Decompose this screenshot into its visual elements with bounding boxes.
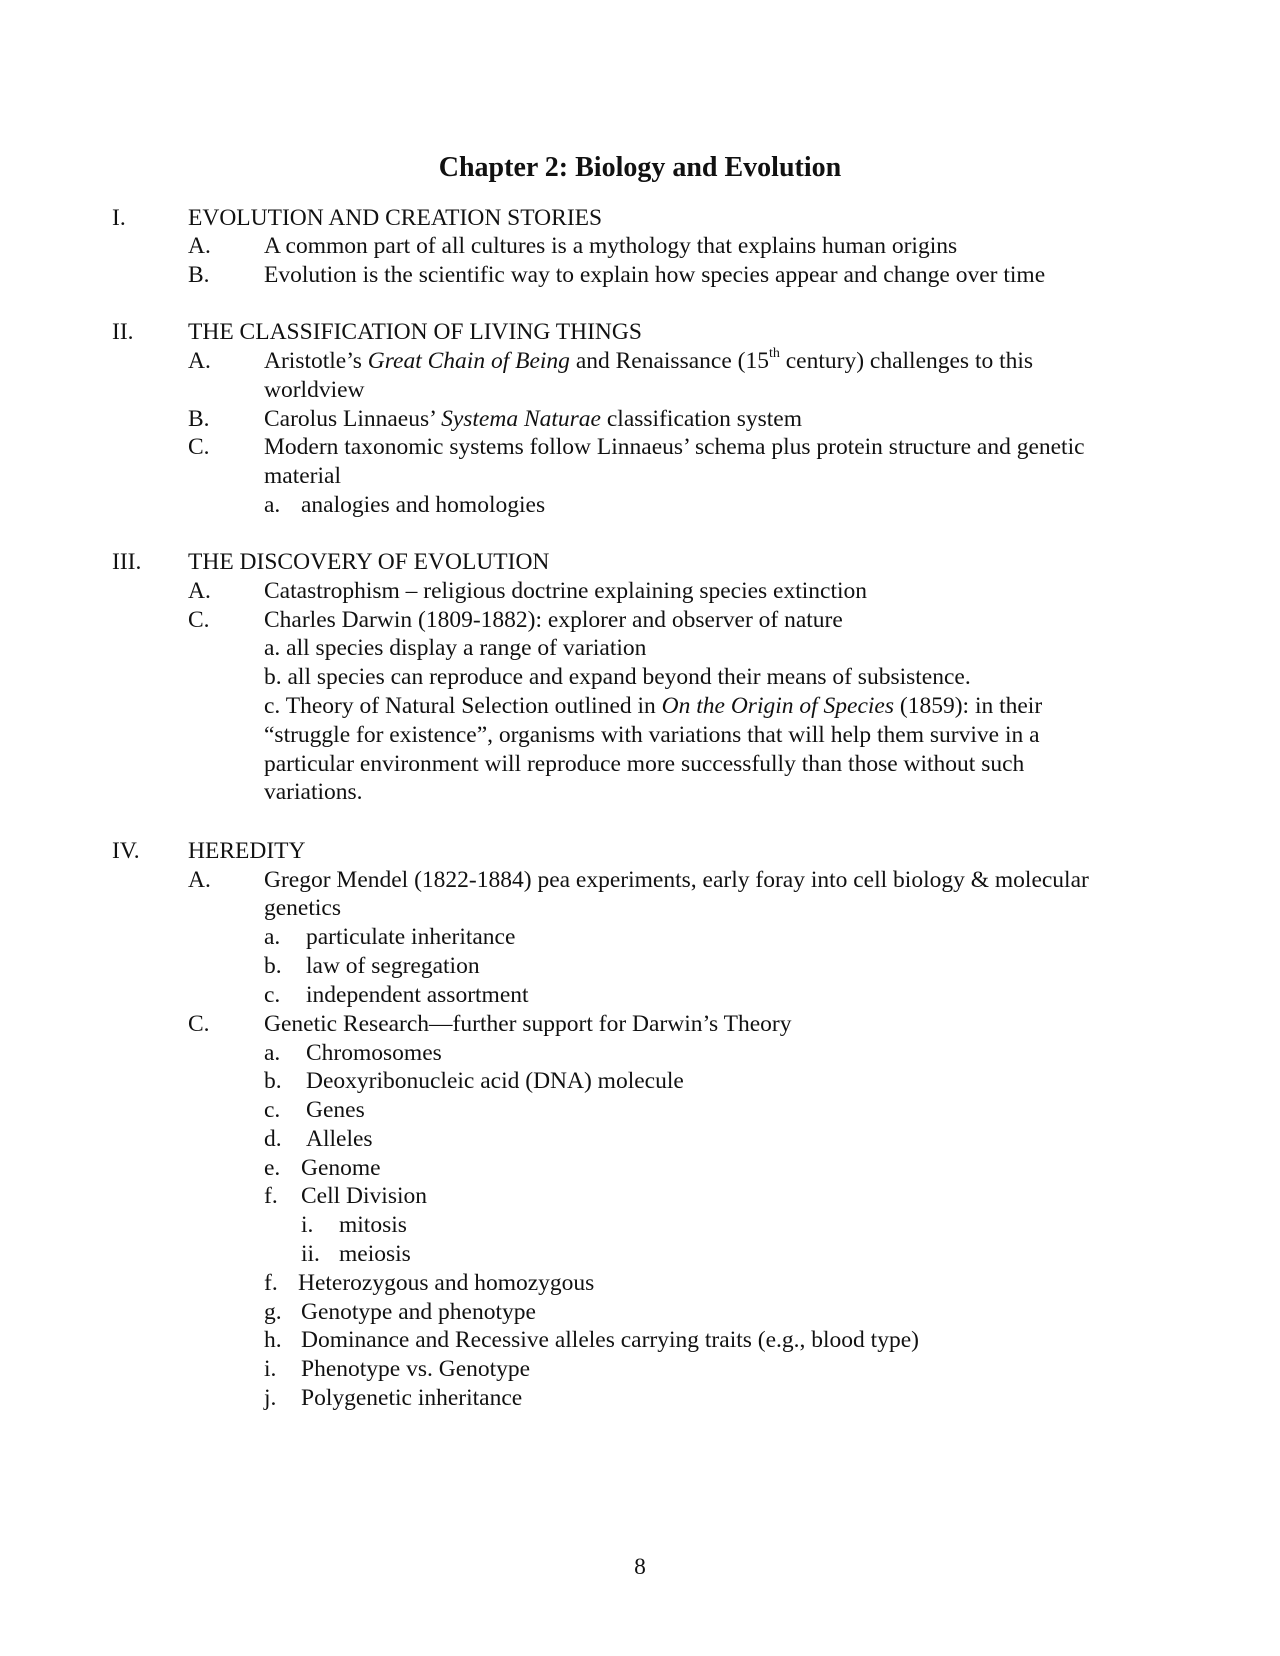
item-label: B. — [188, 406, 210, 432]
subitem-text: law of segregation — [306, 953, 480, 979]
item-label: B. — [188, 262, 210, 288]
subitem-label: j. — [264, 1385, 277, 1411]
subsubitem-label: i. — [301, 1212, 314, 1238]
subitem-text: Phenotype vs. Genotype — [301, 1356, 531, 1382]
subitem-text: Genes — [306, 1097, 365, 1123]
subitem-text-continued: “struggle for existence”, organisms with variations that will help them survive in a — [264, 722, 1040, 748]
subitem-text: independent assortment — [306, 982, 529, 1008]
subitem-label: c. — [264, 1097, 281, 1123]
subitem-label: a. — [264, 1040, 281, 1066]
subitem-label: f. — [264, 1270, 278, 1296]
item-label: A. — [188, 348, 211, 374]
item-text: Gregor Mendel (1822-1884) pea experiments, early foray into cell biology & molecular — [264, 867, 1089, 893]
subitem-text-continued: variations. — [264, 779, 363, 805]
page-number: 8 — [634, 1554, 646, 1580]
subitem-label: h. — [264, 1327, 282, 1353]
subitem-text: Dominance and Recessive alleles carrying traits (e.g., blood type) — [301, 1327, 919, 1353]
subitem-label: b. — [264, 953, 282, 979]
subitem-label: i. — [264, 1356, 277, 1382]
item-text-continued: genetics — [264, 895, 341, 921]
section-heading: THE CLASSIFICATION OF LIVING THINGS — [188, 319, 642, 345]
subsubitem-text: meiosis — [339, 1241, 411, 1267]
item-text: Genetic Research—further support for Darwin’s Theory — [264, 1011, 792, 1037]
subitem-text: Alleles — [306, 1126, 373, 1152]
subitem-text: particulate inheritance — [306, 924, 516, 950]
item-text-continued: material — [264, 463, 341, 489]
subsubitem-text: mitosis — [339, 1212, 407, 1238]
item-label: A. — [188, 233, 211, 259]
item-label: A. — [188, 578, 211, 604]
item-text: Carolus Linnaeus’ Systema Naturae classification system — [264, 406, 803, 432]
item-text: Aristotle’s Great Chain of Being and Renaissance (15th century) challenges to this — [264, 346, 1034, 374]
section-heading: EVOLUTION AND CREATION STORIES — [188, 205, 603, 231]
item-text: Evolution is the scientific way to explain how species appear and change over time — [264, 262, 1046, 288]
subitem-label: d. — [264, 1126, 282, 1152]
item-label: C. — [188, 1011, 210, 1037]
section-number: IV. — [112, 838, 140, 864]
subitem-text: Deoxyribonucleic acid (DNA) molecule — [306, 1068, 684, 1094]
subitem-label: f. — [264, 1183, 278, 1209]
subitem-text: Heterozygous and homozygous — [298, 1270, 595, 1296]
subsubitem-label: ii. — [301, 1241, 320, 1267]
subitem-label: a. — [264, 924, 281, 950]
section-number: II. — [112, 319, 134, 345]
item-label: A. — [188, 867, 211, 893]
subitem-text: Chromosomes — [306, 1040, 442, 1066]
subitem-text: c. Theory of Natural Selection outlined in On the Origin of Species (1859): in their — [264, 693, 1043, 719]
page-title: Chapter 2: Biology and Evolution — [438, 152, 842, 183]
subitem-label: g. — [264, 1299, 282, 1325]
section-heading: HEREDITY — [188, 838, 306, 864]
subitem-text: analogies and homologies — [301, 492, 546, 518]
subitem-label: c. — [264, 982, 281, 1008]
section-heading: THE DISCOVERY OF EVOLUTION — [188, 549, 550, 575]
subitem-text: b. all species can reproduce and expand beyond their means of subsistence. — [264, 664, 971, 690]
subitem-label: a. — [264, 492, 281, 518]
subitem-text-continued: particular environment will reproduce more successfully than those without such — [264, 751, 1025, 777]
section-number: I. — [112, 205, 126, 231]
item-text: Charles Darwin (1809-1882): explorer and observer of nature — [264, 607, 843, 633]
subitem-label: e. — [264, 1155, 281, 1181]
subitem-text: Genome — [301, 1155, 381, 1181]
item-text: A common part of all cultures is a mythology that explains human origins — [264, 233, 958, 259]
section-number: III. — [112, 549, 142, 575]
item-text: Modern taxonomic systems follow Linnaeus’ schema plus protein structure and genetic — [264, 434, 1085, 460]
subitem-text: Polygenetic inheritance — [301, 1385, 523, 1411]
subitem-text: Genotype and phenotype — [301, 1299, 536, 1325]
subitem-text: Cell Division — [301, 1183, 427, 1209]
subitem-text: a. all species display a range of variation — [264, 635, 647, 661]
item-text: Catastrophism – religious doctrine explaining species extinction — [264, 578, 868, 604]
item-text-continued: worldview — [264, 377, 365, 403]
subitem-label: b. — [264, 1068, 282, 1094]
item-label: C. — [188, 434, 210, 460]
item-label: C. — [188, 607, 210, 633]
